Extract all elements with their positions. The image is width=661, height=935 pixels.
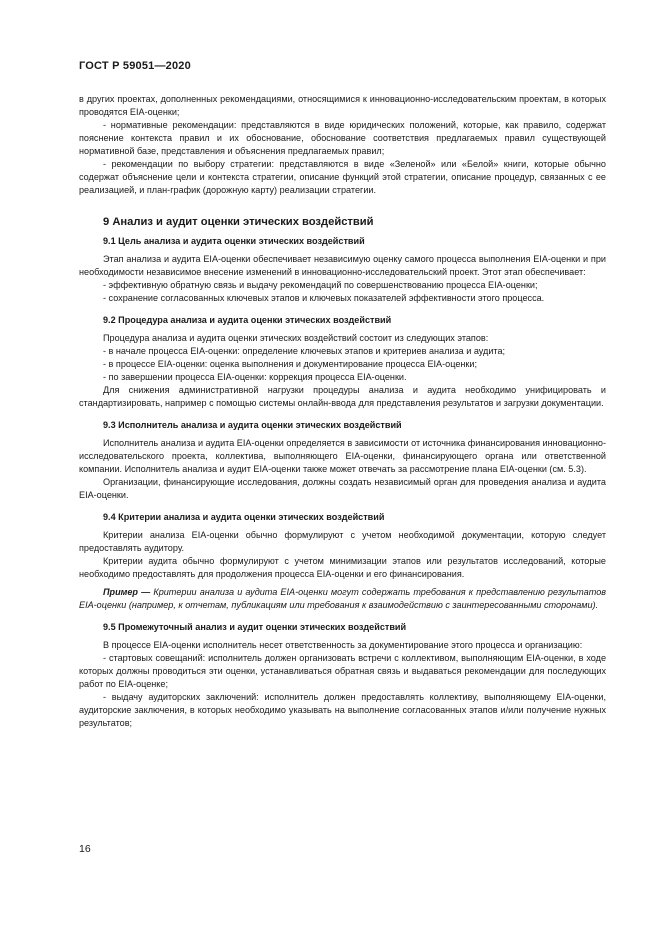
paragraph: в других проектах, дополненных рекомендациями, относящимися к инновационно-исследовательским проектам, в которых проводятся EIA-оценки;	[79, 94, 606, 117]
document-body	[79, 93, 606, 730]
example-note	[79, 586, 606, 612]
list-item: - по завершении процесса EIA-оценки: коррекция процесса EIA-оценки.	[103, 372, 407, 382]
subsection-heading-9-1: 9.1 Цель анализа и аудита оценки этических воздействий	[103, 236, 365, 246]
paragraph: Исполнитель анализа и аудита EIA-оценки определяется в зависимости от источника финансирования инновационно-исследовательского проекта, коллектива, выполняющего EIA-оценки, финансирующего органа или ответственной компании. Исполнитель анализа и аудит EIA-оценки также может отвечать за рассмотрение плана EIA-оценки (см. 5.3).	[79, 438, 606, 474]
list-item: - в начале процесса EIA-оценки: определение ключевых этапов и критериев анализа и аудита;	[103, 346, 506, 356]
paragraph: Этап анализа и аудита EIA-оценки обеспечивает независимую оценку самого процесса выполнения EIA-оценки и при необходимости независимое внесение изменений в инновационно-исследовательский проект. Этот этап обеспечивает:	[79, 254, 606, 277]
example-text: Критерии анализа и аудита EIA-оценки могут содержать требования к представлению результатов EIA-оценки (например, к отчетам, публикациям или требования к взаимодействию с заинтересованными сторонами).	[79, 587, 606, 610]
example-label: Пример —	[103, 587, 151, 597]
list-item: - в процессе EIA-оценки: оценка выполнения и документирование процесса EIA-оценки;	[103, 359, 477, 369]
paragraph: В процессе EIA-оценки исполнитель несет ответственность за документирование этого процесса и организацию:	[103, 640, 583, 650]
page-number: 16	[79, 843, 91, 855]
paragraph: Критерии анализа EIA-оценки обычно формулируют с учетом необходимой документации, которую следует предоставлять аудитору.	[79, 530, 606, 553]
paragraph: Для снижения административной нагрузки процедуры анализа и аудита необходимо унифицировать и стандартизировать, например с помощью системы онлайн-ввода для представления результатов и загрузки документации.	[79, 385, 606, 408]
list-item: - сохранение согласованных ключевых этапов и ключевых показателей эффективности этого процесса.	[103, 293, 545, 303]
subsection-heading-9-2: 9.2 Процедура анализа и аудита оценки этических воздействий	[103, 315, 392, 325]
subsection-heading-9-3: 9.3 Исполнитель анализа и аудита оценки этических воздействий	[103, 420, 402, 430]
subsection-heading-9-4: 9.4 Критерии анализа и аудита оценки этических воздействий	[103, 512, 385, 522]
list-item: - нормативные рекомендации: представляются в виде юридических положений, которые, как правило, содержат пояснение контекста правил и их обоснование, обоснование соответствия предлагаемых правил существующей нормативной базе, представления и объяснения предлагаемых правил;	[79, 120, 606, 156]
paragraph: Критерии аудита обычно формулируют с учетом минимизации этапов или результатов исследований, которые необходимо предоставлять для продолжения процесса EIA-оценки и его финансирования.	[79, 556, 606, 579]
list-item: - выдачу аудиторских заключений: исполнитель должен предоставлять коллективу, выполняющему EIA-оценки, аудиторские заключения, в которых необходимо указывать на выполнение согласованных этапов и/или получение нужных результатов;	[79, 692, 606, 728]
list-item: - эффективную обратную связь и выдачу рекомендаций по совершенствованию процесса EIA-оценки;	[103, 280, 538, 290]
list-item: - рекомендации по выбору стратегии: представляются в виде «Зеленой» или «Белой» книги, которые обычно содержат объяснение цели и контекста стратегии, описание функций этой стратегии, описание процедур, связанных с ее реализацией, и план-график (дорожную карту) реализации стратегии.	[79, 159, 606, 195]
document-header: ГОСТ Р 59051—2020	[79, 60, 191, 72]
subsection-heading-9-5: 9.5 Промежуточный анализ и аудит оценки этических воздействий	[103, 622, 407, 632]
paragraph: Организации, финансирующие исследования, должны создать независимый орган для проведения анализа и аудита EIA-оценки.	[79, 477, 606, 500]
paragraph: Процедура анализа и аудита оценки этических воздействий состоит из следующих этапов:	[103, 333, 489, 343]
section-heading-9: 9 Анализ и аудит оценки этических воздействий	[103, 216, 374, 228]
list-item: - стартовых совещаний: исполнитель должен организовать встречи с коллективом, выполняющим EIA-оценки, в ходе которых должны проводиться эти оценки, устанавливаться обратная связь и выдаваться рекомендации для последующих работ по EIA-оценке;	[79, 653, 606, 689]
